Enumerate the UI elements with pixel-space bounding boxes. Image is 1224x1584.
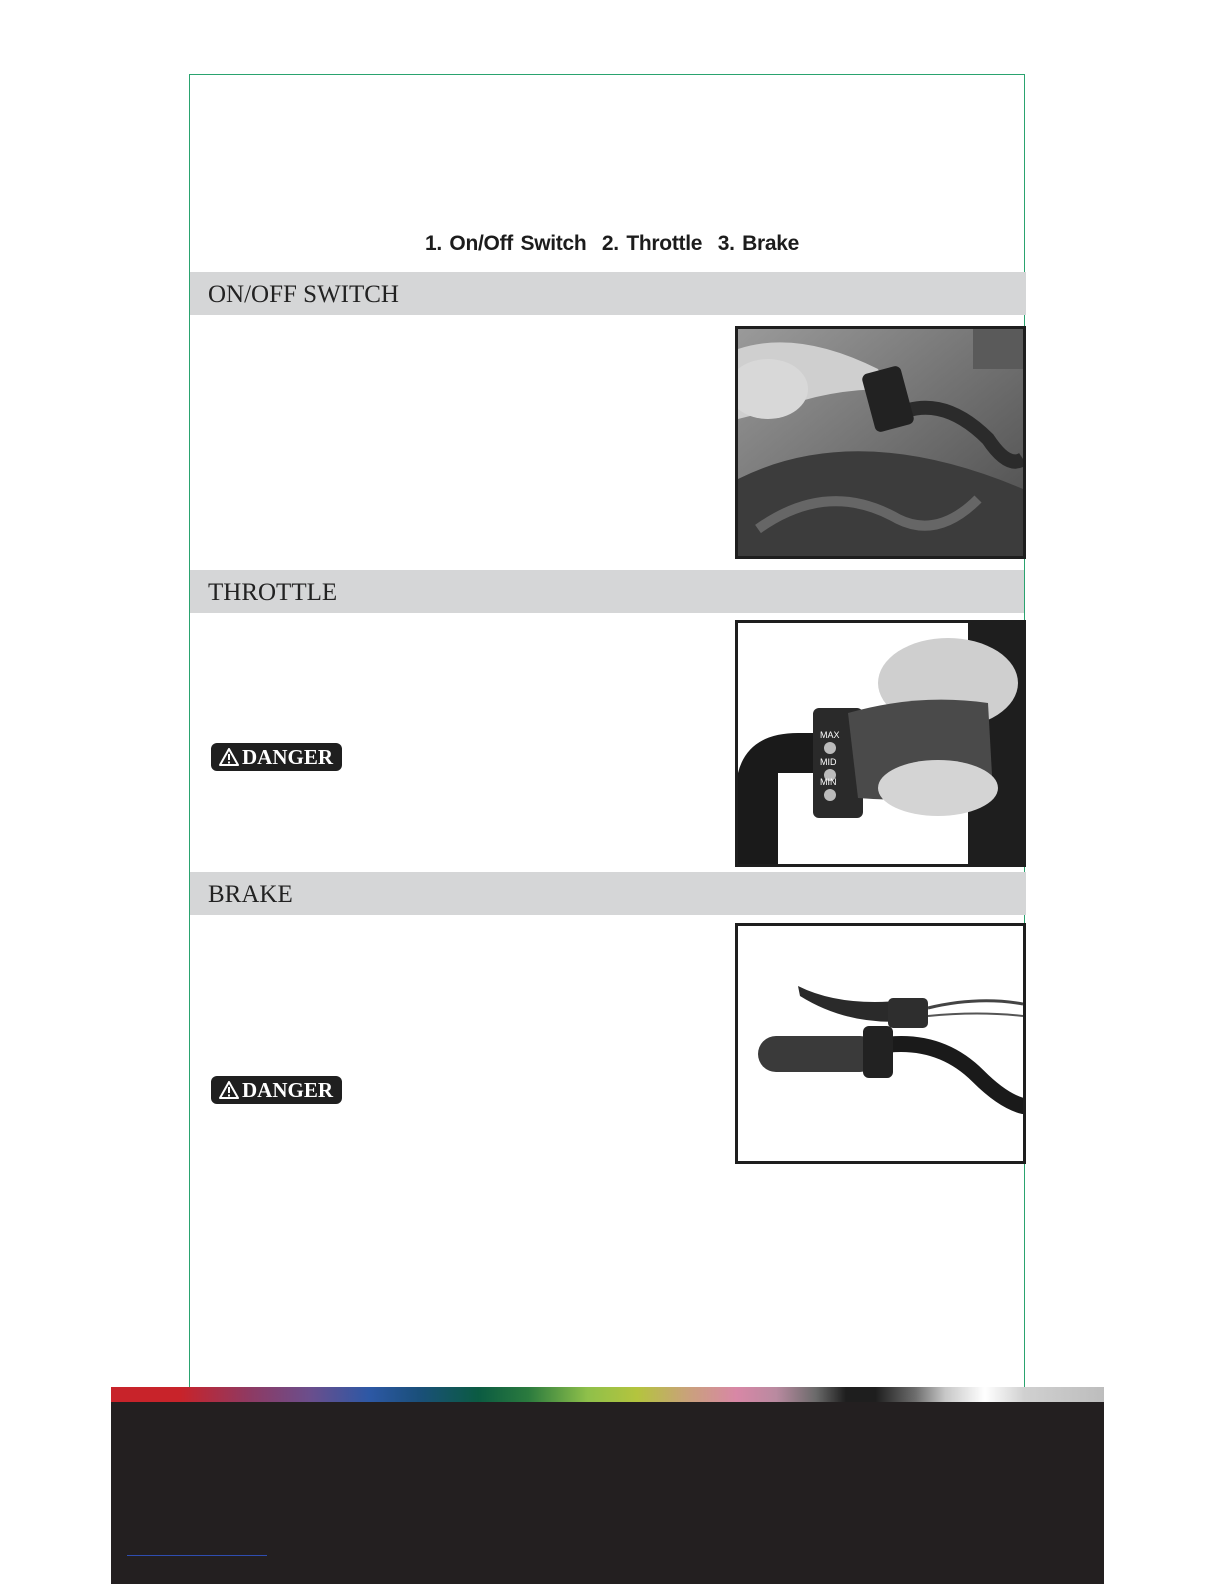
warning-triangle-icon [219,1081,239,1099]
caption-on-off-switch: 1. On/Off Switch [424,232,587,255]
brake-danger-badge [211,1076,342,1104]
footer-link-underline [127,1555,267,1556]
throttle-label-min: MIN [820,777,837,787]
section-header-throttle: THROTTLE [190,570,1024,613]
throttle-danger-label: DANGER [242,744,334,769]
throttle-illustration [738,623,1023,864]
throttle-photo [735,620,1026,867]
brake-photo [735,923,1026,1164]
brake-illustration [738,926,1023,1161]
on-off-switch-photo [735,326,1026,559]
footer-band [111,1402,1104,1584]
throttle-danger-badge [211,743,342,771]
section-header-brake: BRAKE [190,872,1026,915]
caption-brake: 3. Brake [717,232,800,255]
throttle-label-max: MAX [820,730,840,740]
brake-danger-label: DANGER [242,1077,334,1102]
throttle-label-mid: MID [820,757,837,767]
section-header-on-off-switch: ON/OFF SWITCH [190,272,1026,315]
controls-caption [0,232,1224,256]
color-strip [111,1387,1104,1402]
warning-triangle-icon [219,748,239,766]
on-off-switch-illustration [738,329,1023,556]
caption-throttle: 2. Throttle [601,232,703,255]
